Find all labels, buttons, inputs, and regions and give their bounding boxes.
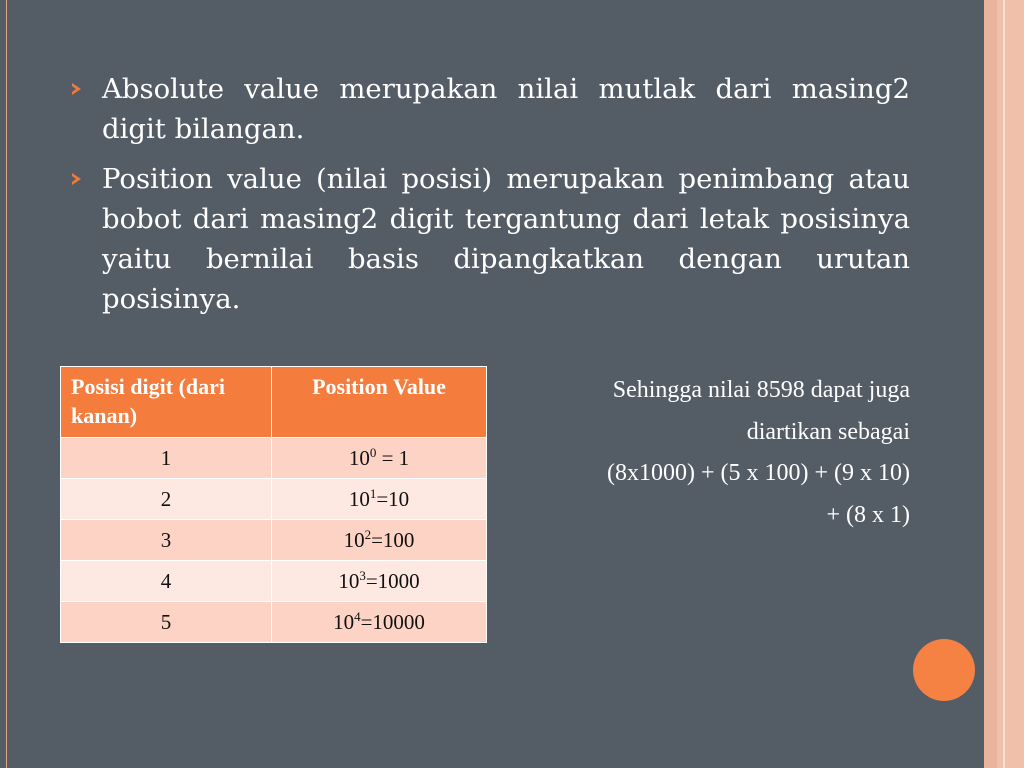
table-header-row xyxy=(61,367,487,438)
explanation-line: + (8 x 1) xyxy=(826,501,910,528)
cell-value: $10^4=10000$ xyxy=(272,602,487,643)
decorative-orange-circle xyxy=(913,639,975,701)
left-frame-line xyxy=(6,0,7,768)
cell-posisi: 2 xyxy=(61,479,272,520)
right-decorative-stripe xyxy=(1003,0,1005,768)
cell-posisi: 1 xyxy=(61,438,272,479)
table-row xyxy=(61,479,487,520)
arrow-bullet-icon xyxy=(72,173,81,185)
bullet-text: Absolute value merupakan nilai mutlak dari masing2 digit bilangan. xyxy=(102,73,910,145)
bullet-position-value xyxy=(70,159,910,319)
header-position-value: Position Value xyxy=(272,367,487,438)
explanation-line: Sehingga nilai 8598 dapat juga xyxy=(612,377,910,403)
bullet-text: Position value (nilai posisi) merupakan penimbang atau bobot dari masing2 digit tergantung dari letak posisinya yaitu bernilai basis dipangkatkan dengan urutan posisinya. xyxy=(102,163,910,315)
bullet-list xyxy=(70,69,910,329)
cell-value: $10^0 = 1$ xyxy=(272,438,487,479)
cell-posisi: 5 xyxy=(61,602,272,643)
explanation-line: diartikan sebagai xyxy=(746,418,910,445)
cell-posisi: 3 xyxy=(61,520,272,561)
bullet-absolute-value xyxy=(70,69,910,149)
cell-value: $10^1=10$ xyxy=(272,479,487,520)
header-posisi-digit: Posisi digit (dari kanan) xyxy=(61,367,272,438)
right-decorative-band xyxy=(984,0,997,768)
cell-value: $10^3=1000$ xyxy=(272,561,487,602)
cell-posisi: 4 xyxy=(61,561,272,602)
right-decorative-band-outer xyxy=(997,0,1024,768)
explanation-text xyxy=(490,370,910,536)
position-value-table xyxy=(60,366,487,643)
table-row xyxy=(61,561,487,602)
explanation-line: (8x1000) + (5 x 100) + (9 x 10) xyxy=(606,460,910,486)
table-row xyxy=(61,520,487,561)
arrow-bullet-icon xyxy=(72,83,81,95)
table-row xyxy=(61,602,487,643)
table-row xyxy=(61,438,487,479)
cell-value: $10^2=100$ xyxy=(272,520,487,561)
